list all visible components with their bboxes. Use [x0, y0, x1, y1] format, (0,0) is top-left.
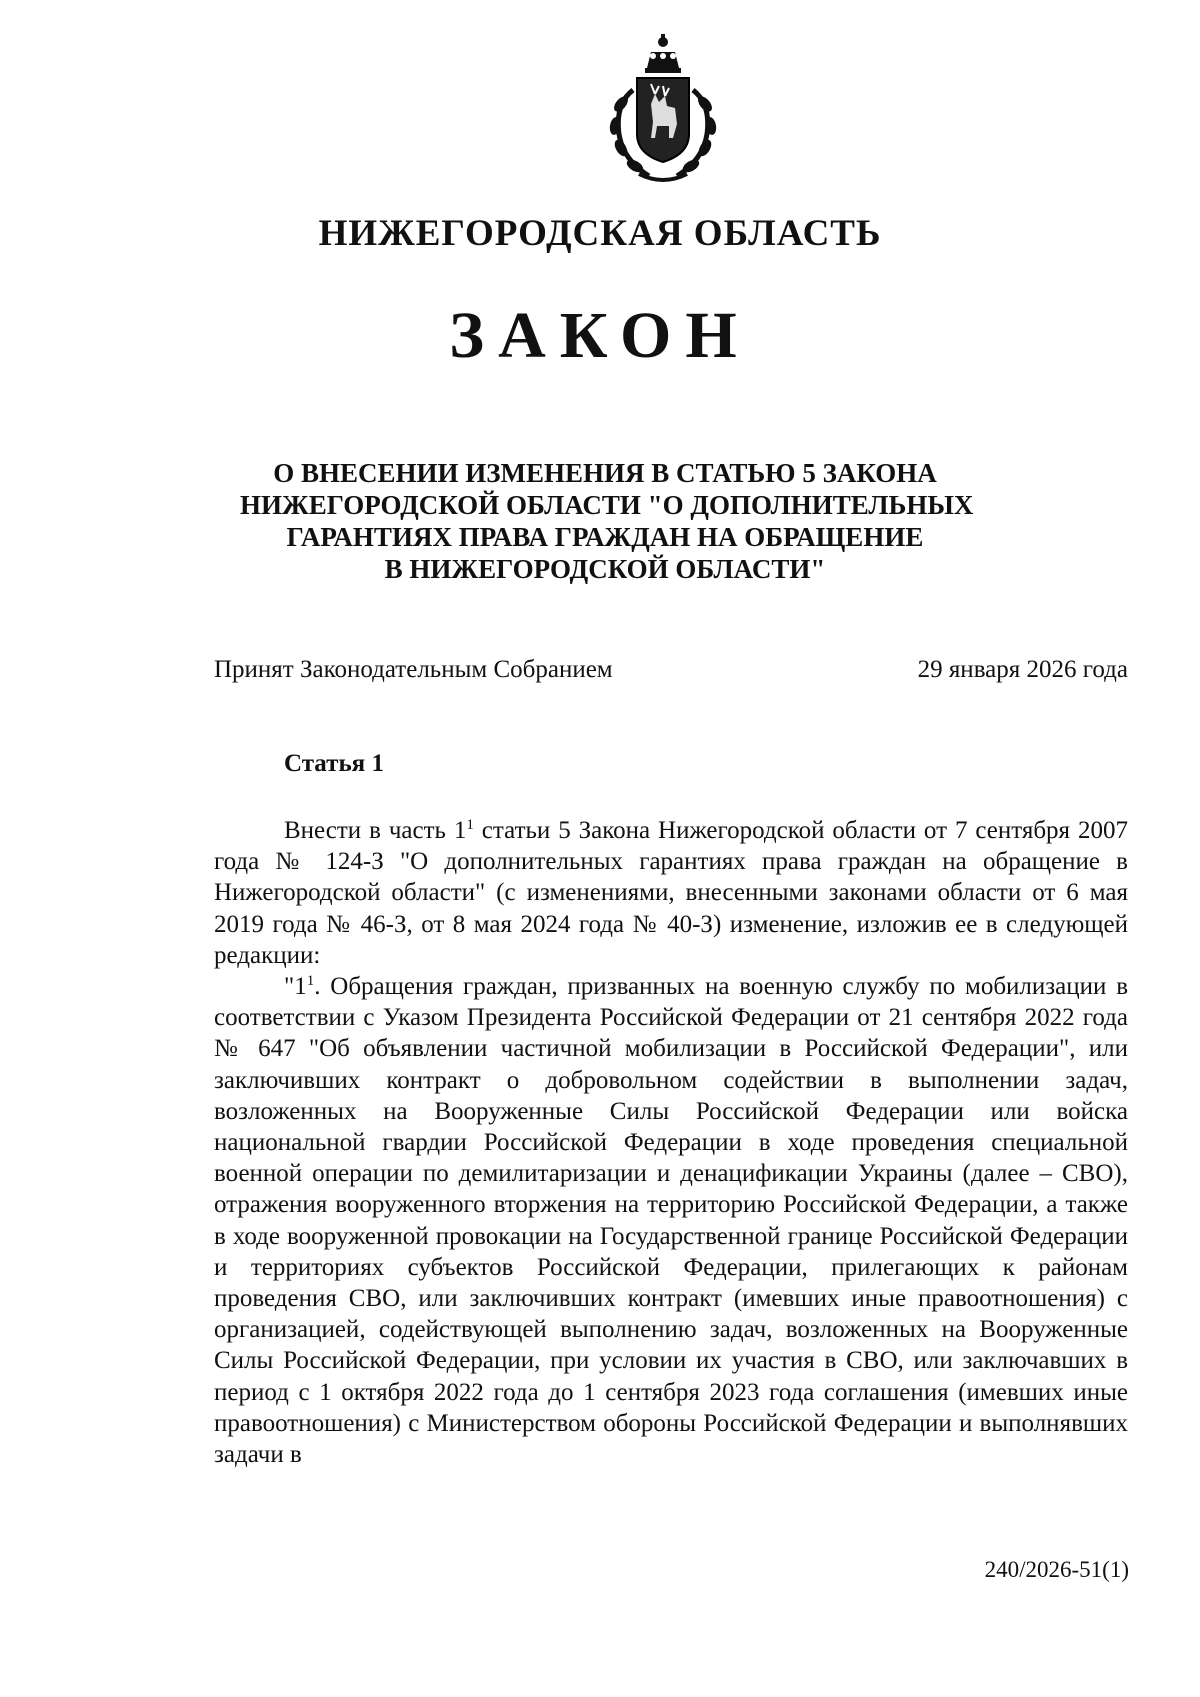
superscript: 1 — [306, 973, 315, 990]
article-heading: Статья 1 — [284, 750, 384, 777]
paragraph — [214, 971, 1128, 1470]
paragraph-text: Внести в часть 1 — [284, 817, 467, 844]
adoption-line — [214, 656, 1128, 684]
adoption-date: 29 января 2026 года — [917, 656, 1128, 683]
nizhny-novgorod-coat-of-arms-icon — [593, 34, 733, 186]
document-type: ЗАКОН — [449, 299, 751, 372]
law-title-line: НИЖЕГОРОДСКОЙ ОБЛАСТИ "О ДОПОЛНИТЕЛЬНЫХ — [240, 490, 974, 520]
article-body — [214, 815, 1128, 1470]
law-title-line: О ВНЕСЕНИИ ИЗМЕНЕНИЯ В СТАТЬЮ 5 ЗАКОНА — [273, 458, 937, 488]
adopted-by: Принят Законодательным Собранием — [214, 656, 613, 683]
superscript: 1 — [466, 817, 474, 833]
paragraph-text: . Обращения граждан, призванных на военную службу по мобилизации в соответствии с Указом Президента Российской Федерации от 21 сентября 2022 года № 647 "Об объявлении частичной мобилизации в Российской Федерации", или заключивших контракт о добровольном содействии в выполнении задач, возложенных на Вооруженные Силы Российской Федерации или войска национальной гвардии Российской Федерации в ходе проведения специальной военной операции по демилитаризации и денацификации Украины (далее – СВО), отражения вооруженного вторжения на территорию Российской Федерации, а также в ходе вооруженной провокации на Государственной границе Российской Федерации и территориях субъектов Российской Федерации, прилегающих к районам проведения СВО, или заключивших контракт (имевших иные правоотношения) с организацией, содействующей выполнению задач, возложенных на Вооруженные Силы Российской Федерации, при условии их участия в СВО, или заключавших в период с 1 октября 2022 года до 1 сентября 2023 года соглашения (имевших иные правоотношения) с Министерством обороны Российской Федерации и выполнявших задачи в — [214, 973, 1128, 1469]
law-title-line: ГАРАНТИЯХ ПРАВА ГРАЖДАН НА ОБРАЩЕНИЕ — [286, 522, 924, 552]
document-reference-number: 240/2026-51(1) — [984, 1557, 1129, 1582]
law-title-line: В НИЖЕГОРОДСКОЙ ОБЛАСТИ" — [384, 554, 826, 584]
paragraph-text: статьи 5 Закона Нижегородской области от 7 сентября 2007 года № 124-З "О дополнительных гарантиях права граждан на обращение в Нижегородской области" (с изменениями, внесенными законами области от 6 мая 2019 года № 46-З, от 8 мая 2024 года № 40-З) изменение, изложив ее в следующей редакции: — [214, 817, 1128, 969]
region-name: НИЖЕГОРОДСКАЯ ОБЛАСТЬ — [318, 213, 882, 254]
law-title — [240, 457, 974, 585]
paragraph — [214, 815, 1128, 971]
paragraph-text: "1 — [284, 973, 307, 1001]
